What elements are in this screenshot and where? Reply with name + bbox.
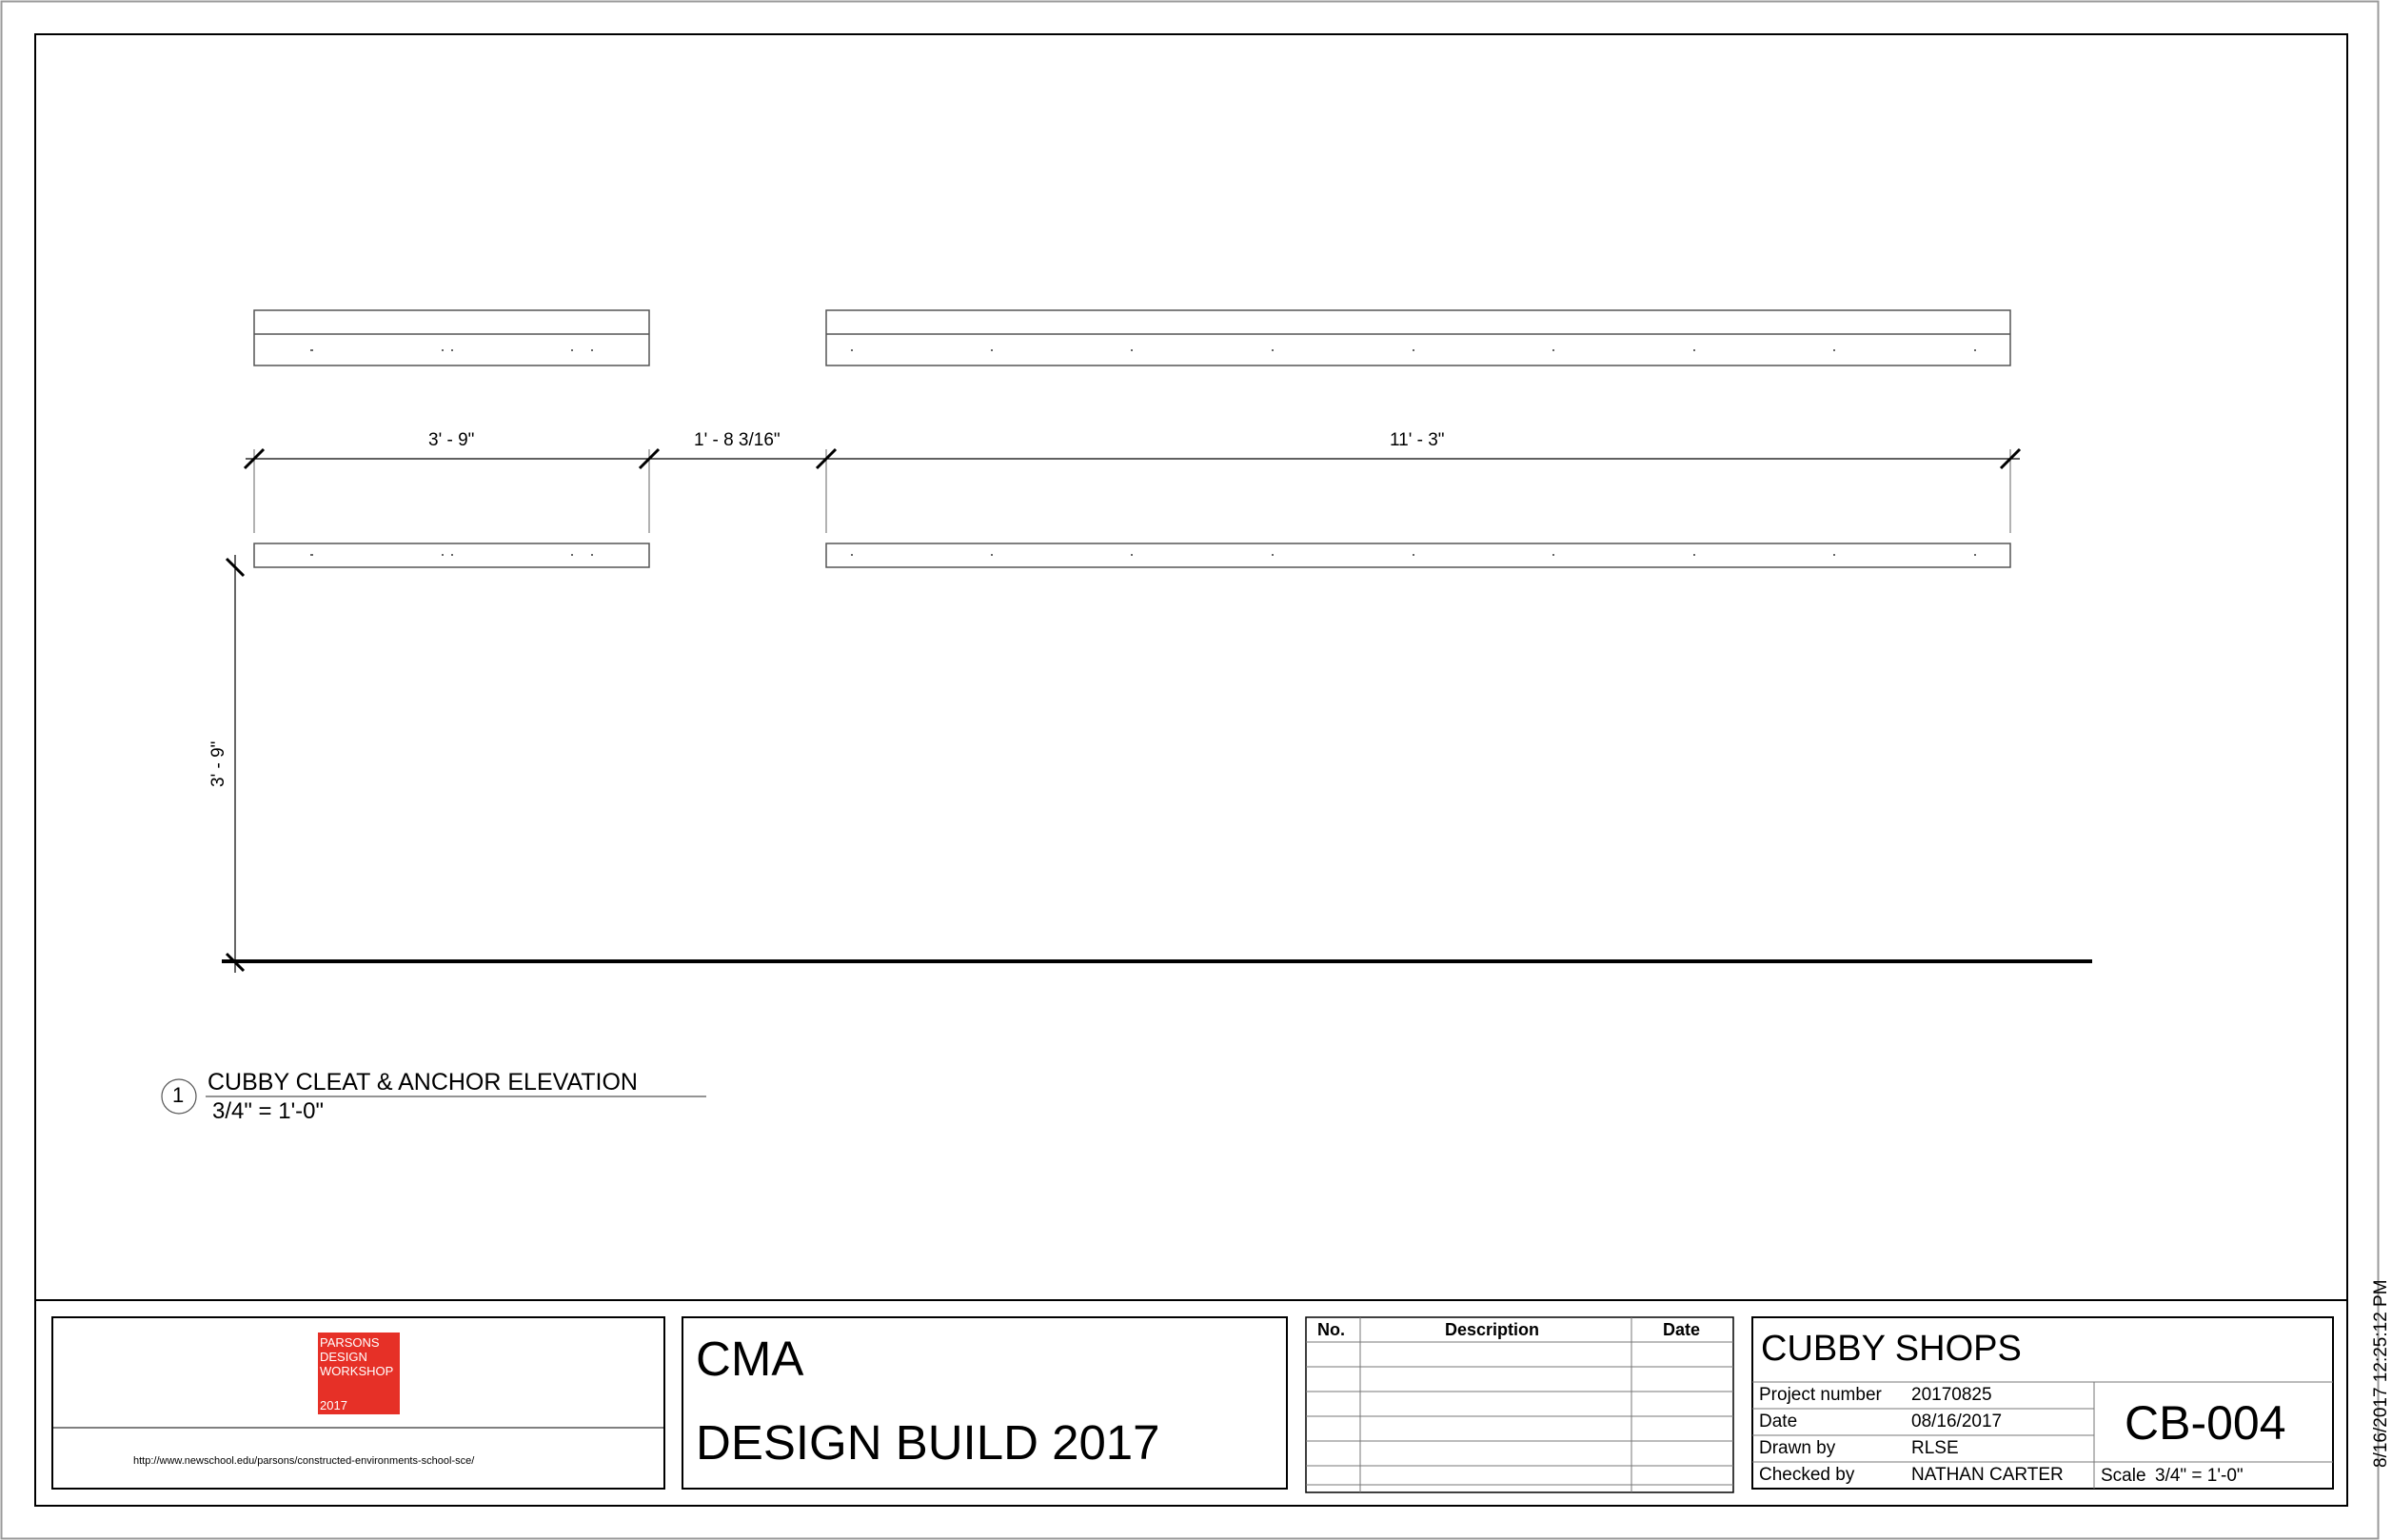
project-title: DESIGN BUILD 2017 [696,1415,1160,1470]
sheet-name: CUBBY SHOPS [1761,1329,2022,1369]
vertical-dimension [227,555,244,973]
scale-value: 3/4" = 1'-0" [2155,1466,2244,1486]
logo-line-1: PARSONS [320,1335,380,1350]
logo-line-3: WORKSHOP [320,1364,394,1378]
revision-date-header: Date [1663,1320,1701,1339]
view-title: CUBBY CLEAT & ANCHOR ELEVATION [208,1069,638,1096]
upper-cleat-right [826,310,2010,365]
date-label: Date [1759,1412,1798,1431]
plot-timestamp: 8/16/2017 12:25:12 PM [2371,1279,2391,1468]
project-number-value: 20170825 [1911,1385,1992,1405]
drawn-by-label: Drawn by [1759,1438,1836,1458]
revision-grid [1306,1317,1733,1492]
sheet-outer-border [2,2,2379,1539]
upper-cleat-anchor-marks [310,349,1976,351]
scale-label: Scale [2101,1466,2146,1486]
sheet-inner-border [35,34,2347,1506]
view-scale: 3/4" = 1'-0" [212,1098,325,1124]
parsons-logo [318,1333,400,1414]
drawn-by-value: RLSE [1911,1438,1959,1458]
horizontal-dimension-string [245,449,2020,533]
revision-description-header: Description [1445,1320,1540,1339]
lower-cleat-right [826,543,2010,567]
dimension-gap: 1' - 8 3/16" [694,430,781,450]
upper-cleat-left [254,310,649,365]
project-number-label: Project number [1759,1385,1882,1405]
revision-no-header: No. [1317,1320,1345,1339]
checked-by-label: Checked by [1759,1465,1855,1485]
client-name: CMA [696,1332,804,1386]
school-url: http://www.newschool.edu/parsons/constructed-environments-school-sce/ [133,1455,475,1467]
checked-by-value: NATHAN CARTER [1911,1465,2064,1485]
dimension-vertical: 3' - 9" [208,740,228,787]
logo-year: 2017 [320,1398,347,1412]
date-value: 08/16/2017 [1911,1412,2003,1431]
lower-cleat-anchor-marks [310,554,1976,556]
dimension-top-left: 3' - 9" [428,430,475,450]
sheet-number: CB-004 [2125,1396,2286,1450]
view-number: 1 [172,1083,185,1107]
logo-line-2: DESIGN [320,1350,367,1364]
dimension-top-right: 11' - 3" [1390,430,1445,450]
